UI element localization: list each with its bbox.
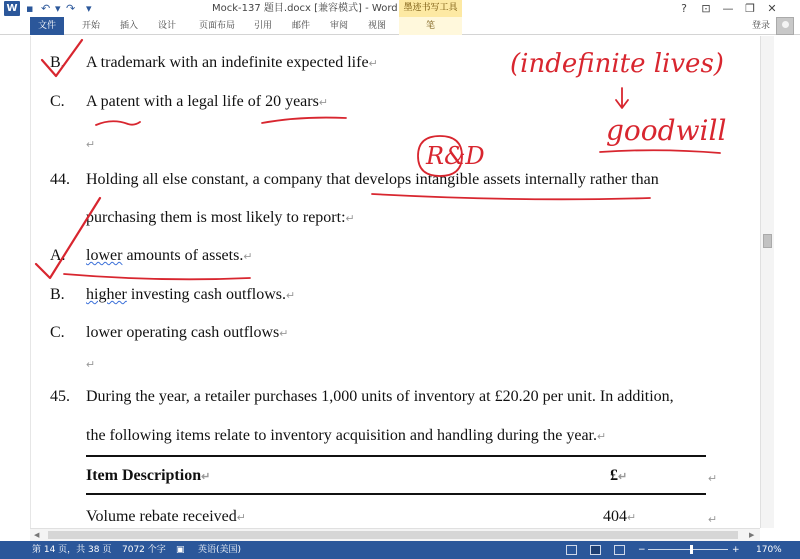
help-button[interactable]: ? (681, 2, 687, 15)
ink-note-goodwill: goodwill (606, 114, 727, 147)
page-count[interactable]: 第 14 页，共 38 页 (32, 545, 112, 555)
word-count[interactable]: 7072 个字 (122, 545, 166, 555)
option-letter: A. (50, 247, 66, 264)
vertical-scrollbar[interactable] (760, 36, 774, 528)
customize-quick-access-icon[interactable]: ▾ (86, 2, 92, 15)
undo-dropdown-icon[interactable]: ▾ (55, 2, 61, 15)
ribbon-display-options-button[interactable]: ⊡ (701, 2, 711, 15)
web-layout-view-icon[interactable] (614, 545, 625, 555)
zoom-level[interactable]: 170% (756, 545, 782, 555)
underline-patent (96, 121, 140, 125)
question-text: During the year, a retailer purchases 1,000 units of inventory at £20.20 per unit. In addition, (86, 388, 674, 405)
horizontal-scroll-thumb[interactable] (48, 531, 738, 539)
tab-pen[interactable]: 笔 (399, 17, 462, 35)
tab-home[interactable]: 开始 (81, 21, 100, 31)
option-letter: C. (50, 93, 65, 110)
empty-paragraph-mark: ↵ (86, 139, 96, 151)
horizontal-scrollbar[interactable] (30, 528, 760, 541)
word-logo-icon: W (4, 1, 20, 16)
undo-button[interactable]: ↶ (41, 2, 51, 15)
question-number: 45. (50, 388, 70, 405)
save-button[interactable]: ▪ (26, 2, 34, 15)
question-text: the following items relate to inventory acquisition and handling during the year.↵ (86, 427, 607, 444)
circle-r-and-d (418, 136, 462, 176)
minimize-button[interactable]: — (722, 2, 734, 15)
document-canvas[interactable] (0, 36, 760, 528)
print-layout-view-icon[interactable] (590, 545, 601, 555)
tab-design[interactable]: 设计 (157, 21, 176, 31)
question-text: Holding all else constant, a company that develops intangible assets internally rather than (86, 171, 659, 188)
option-text: A patent with a legal life of 20 years↵ (86, 93, 329, 110)
option-text: lower operating cash outflows↵ (86, 324, 289, 341)
title-bar (0, 0, 800, 17)
tab-references[interactable]: 引用 (253, 21, 272, 31)
tab-review[interactable]: 审阅 (329, 21, 348, 31)
tab-view[interactable]: 视图 (367, 21, 386, 31)
zoom-out-button[interactable]: − (638, 545, 646, 555)
underline-goodwill (600, 150, 720, 153)
ink-tools-group-title: 墨迹书写工具 (399, 0, 462, 17)
sign-in-link[interactable]: 登录 (751, 21, 770, 31)
table-header-amount: £↵ (610, 467, 628, 484)
table-end-of-row-mark: ↵ (708, 514, 718, 526)
underline-lower-amounts (64, 274, 250, 279)
avatar[interactable] (776, 17, 794, 35)
option-letter: C. (50, 324, 65, 341)
read-mode-view-icon[interactable] (566, 545, 577, 555)
redo-button[interactable]: ↷ (66, 2, 76, 15)
close-button[interactable]: ✕ (767, 2, 777, 15)
table-top-border (86, 455, 706, 457)
right-margin-panel (774, 36, 800, 528)
option-letter: B. (50, 286, 65, 303)
tab-page-layout[interactable]: 页面布局 (198, 21, 235, 31)
arrow-to-goodwill (616, 88, 628, 108)
empty-paragraph-mark: ↵ (86, 359, 96, 371)
tab-insert[interactable]: 插入 (119, 21, 138, 31)
page-left-edge (30, 36, 31, 528)
zoom-in-button[interactable]: + (732, 545, 740, 555)
question-number: 44. (50, 171, 70, 188)
tab-file[interactable]: 文件 (30, 17, 64, 35)
question-text: purchasing them is most likely to report:↵ (86, 209, 355, 226)
underline-develops-internally (372, 194, 650, 199)
vertical-scroll-thumb[interactable] (763, 234, 772, 248)
option-text: higher investing cash outflows.↵ (86, 286, 296, 303)
table-cell-item: Volume rebate received↵ (86, 508, 246, 525)
table-cell-amount: 404↵ (603, 508, 637, 525)
tab-mailings[interactable]: 邮件 (291, 21, 310, 31)
underline-20-years (262, 118, 346, 123)
scroll-left-arrow-icon[interactable]: ◀ (34, 531, 40, 539)
option-letter: B. (50, 54, 65, 71)
zoom-slider-thumb[interactable] (690, 545, 693, 554)
zoom-slider[interactable] (648, 549, 728, 550)
table-end-of-row-mark: ↵ (708, 473, 718, 485)
proofing-icon[interactable]: ▣ (176, 545, 185, 555)
option-text: lower amounts of assets.↵ (86, 247, 253, 264)
table-header-border (86, 493, 706, 495)
document-title: Mock-137 题目.docx [兼容模式] - Word (212, 3, 398, 14)
ink-note-r-and-d: R&D (426, 142, 485, 170)
ribbon-tabs (0, 17, 800, 35)
language-indicator[interactable]: 英语(美国) (198, 545, 242, 555)
scroll-right-arrow-icon[interactable]: ▶ (749, 531, 755, 539)
ink-strokes (36, 40, 720, 279)
status-bar (0, 541, 800, 559)
table-header-item: Item Description↵ (86, 467, 211, 484)
ink-note-indefinite-lives: (indefinite lives) (510, 49, 724, 79)
restore-button[interactable]: ❐ (745, 2, 755, 15)
option-text: A trademark with an indefinite expected life↵ (86, 54, 378, 71)
